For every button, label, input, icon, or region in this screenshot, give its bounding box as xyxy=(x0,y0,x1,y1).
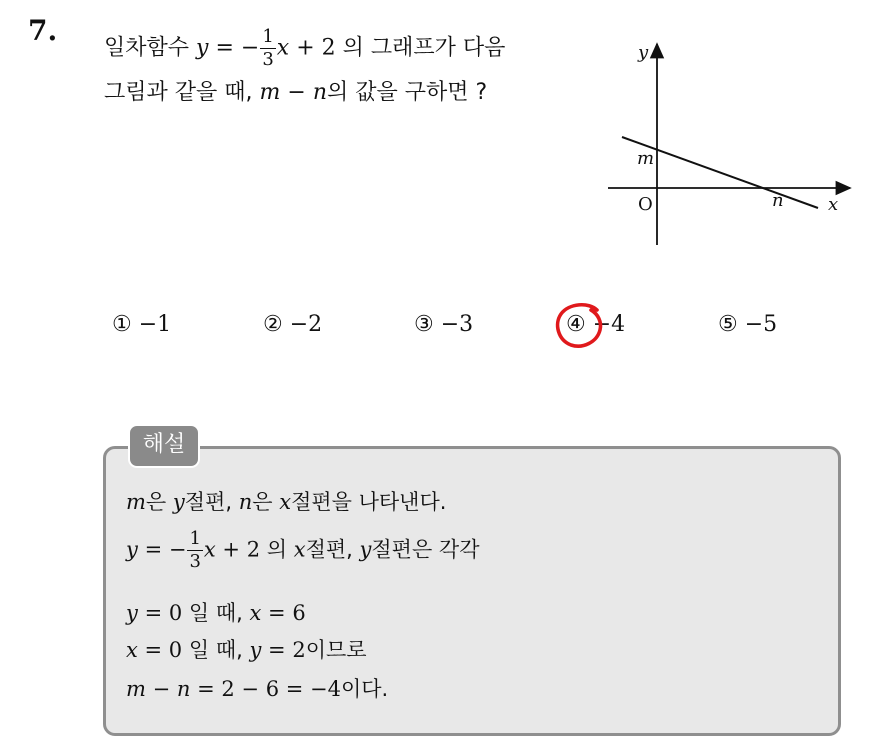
e1-y: y xyxy=(172,490,185,514)
e1-x: x xyxy=(279,490,292,514)
e3-y: y xyxy=(126,601,138,625)
explanation-tab: 해설 xyxy=(128,424,200,468)
choice-3-value: −3 xyxy=(440,312,474,337)
e4-x: x xyxy=(126,638,138,662)
choice-2[interactable] xyxy=(263,312,322,337)
choice-2-value: −2 xyxy=(289,312,323,337)
eq-equals-minus: = − xyxy=(215,35,260,61)
eq-x: x xyxy=(276,35,290,61)
eq-plus-two: + 2 xyxy=(296,35,336,61)
e3-eq: = 0 xyxy=(144,601,183,625)
e3-a: 일 때, xyxy=(188,601,243,625)
fraction-one-third xyxy=(260,28,275,69)
e3-x: x xyxy=(249,601,262,625)
e4-a: 일 때, xyxy=(188,638,243,662)
choice-5[interactable] xyxy=(718,312,777,337)
e5-a: 이다. xyxy=(340,677,389,701)
answer-circle-mark xyxy=(553,300,607,350)
var-m: m xyxy=(259,80,281,105)
x-axis-label: x xyxy=(828,194,839,215)
question-line2-suffix: 의 값을 구하면 ? xyxy=(326,80,488,105)
m-intercept-label: m xyxy=(637,148,655,169)
explanation-line-3 xyxy=(126,597,306,627)
choice-2-mark: ② xyxy=(263,312,283,337)
e1-m: m xyxy=(126,490,146,514)
e2-y: y xyxy=(126,537,138,562)
explanation-line-2 xyxy=(126,530,480,571)
e2-y2: y xyxy=(359,537,372,562)
explanation-line-4 xyxy=(126,634,367,664)
question-suffix: 의 그래프가 다음 xyxy=(342,35,506,61)
e4-val: = 2 xyxy=(268,638,306,662)
choice-5-mark: ⑤ xyxy=(718,312,738,337)
e1-b: 절편, xyxy=(184,490,233,514)
e4-eq: = 0 xyxy=(144,638,183,662)
var-n: n xyxy=(312,80,327,105)
e2-fraction-denominator: 3 xyxy=(189,551,201,572)
question-line-2 xyxy=(104,75,487,106)
choice-5-value: −5 xyxy=(744,312,778,337)
e5-calc: = 2 − 6 = −4 xyxy=(197,677,341,701)
choice-1-value: −1 xyxy=(138,312,172,337)
origin-label: O xyxy=(638,194,653,215)
choice-4-mark: ④ xyxy=(566,312,586,337)
e1-n: n xyxy=(238,490,253,514)
fraction-denominator: 3 xyxy=(262,49,274,70)
e2-a: 의 xyxy=(266,537,288,562)
y-axis-label: y xyxy=(638,42,649,63)
n-intercept-label: n xyxy=(772,190,784,211)
explanation-line-5 xyxy=(126,673,388,703)
explanation-line-1 xyxy=(126,486,446,516)
question-number: 7. xyxy=(28,14,58,47)
e5-n: n xyxy=(176,677,191,701)
e5-m: m xyxy=(126,677,146,701)
question-line-1 xyxy=(104,28,505,69)
e2-fraction xyxy=(187,530,202,571)
fraction-numerator: 1 xyxy=(262,26,274,47)
e4-b: 이므로 xyxy=(305,638,367,662)
choice-4-value: −4 xyxy=(592,312,626,337)
question-prefix: 일차함수 xyxy=(104,35,190,61)
e2-fraction-numerator: 1 xyxy=(189,528,201,549)
e2-b: 절편, xyxy=(305,537,353,562)
choice-3-mark: ③ xyxy=(414,312,434,337)
e1-d: 절편을 나타낸다. xyxy=(291,490,447,514)
e2-x: x xyxy=(203,537,216,562)
question-line2-prefix: 그림과 같을 때, xyxy=(104,80,253,105)
e2-tail: + 2 xyxy=(222,537,261,562)
choice-1-mark: ① xyxy=(112,312,132,337)
e2-eq: = − xyxy=(144,537,187,562)
e5-minus: − xyxy=(152,677,171,701)
minus-sign: − xyxy=(287,80,306,105)
eq-y: y xyxy=(196,35,209,61)
linear-function-graph xyxy=(600,38,860,253)
choice-3[interactable] xyxy=(414,312,473,337)
e1-c: 은 xyxy=(252,490,273,514)
e2-x2: x xyxy=(293,537,306,562)
e3-val: = 6 xyxy=(268,601,306,625)
e4-y: y xyxy=(249,638,262,662)
e2-c: 절편은 각각 xyxy=(371,537,480,562)
choice-1[interactable] xyxy=(112,312,171,337)
e1-a: 은 xyxy=(145,490,167,514)
